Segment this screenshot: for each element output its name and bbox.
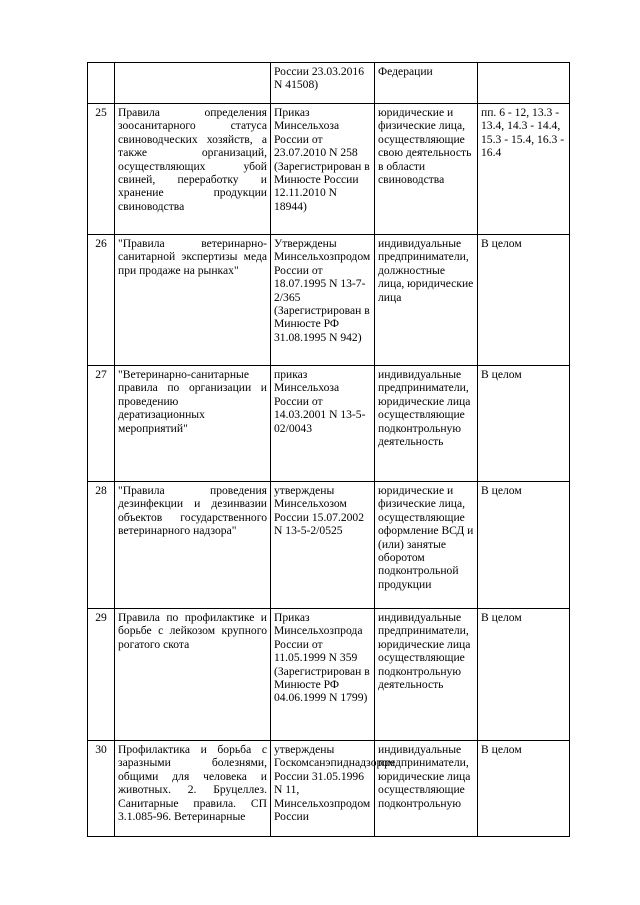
regulation-name: "Ветеринарно-санитарные правила по организации и проведению дератизационных мероприятий" <box>115 366 271 482</box>
subjects-cell: юридические и физические лица, осуществляющие свою деятельность в области свиноводства <box>375 104 478 235</box>
row-number: 26 <box>88 235 115 366</box>
regulation-name: Правила определения зоосанитарного статуса свиноводческих хозяйств, а также организаций, осуществляющих убой свиней, переработку и хранение продукции свиноводства <box>115 104 271 235</box>
regulations-table <box>87 62 570 837</box>
approving-document: приказ Минсельхоза России от 14.03.2001 N 13-5-02/0043 <box>271 366 375 482</box>
applicable-items: В целом <box>478 235 570 366</box>
approving-document: Утверждены Минсельхозпродом России от 18.07.1995 N 13-7-2/365 (Зарегистрирован в Минюсте РФ 31.08.1995 N 942) <box>271 235 375 366</box>
row-number: 30 <box>88 741 115 837</box>
subjects-cell: индивидуальные предприниматели, юридические лица осуществляющие подконтрольную <box>375 741 478 837</box>
table-row <box>88 366 570 482</box>
row-number <box>88 63 115 104</box>
regulation-name: Правила по профилактике и борьбе с лейкозом крупного рогатого скота <box>115 609 271 741</box>
subjects-cell: юридические и физические лица, осуществляющие оформление ВСД и (или) занятые оборотом подконтрольной продукции <box>375 482 478 609</box>
applicable-items: В целом <box>478 741 570 837</box>
subjects-cell: Федерации <box>375 63 478 104</box>
regulation-name <box>115 63 271 104</box>
row-number: 27 <box>88 366 115 482</box>
regulation-name: "Правила проведения дезинфекции и дезинвазии объектов государственного ветеринарного надзора" <box>115 482 271 609</box>
approving-document: Приказ Минсельхоза России от 23.07.2010 N 258 (Зарегистрирован в Минюсте России 12.11.2010 N 18944) <box>271 104 375 235</box>
applicable-items: В целом <box>478 366 570 482</box>
approving-document: России 23.03.2016 N 41508) <box>271 63 375 104</box>
regulation-name: Профилактика и борьба с заразными болезнями, общими для человека и животных. 2. Бруцеллез. Санитарные правила. СП 3.1.085-96. Ветеринарные <box>115 741 271 837</box>
row-number: 25 <box>88 104 115 235</box>
approving-document: утверждены Минсельхозом России 15.07.2002 N 13-5-2/0525 <box>271 482 375 609</box>
table-row <box>88 741 570 837</box>
table-row <box>88 235 570 366</box>
applicable-items <box>478 63 570 104</box>
regulation-name: "Правила ветеринарно-санитарной экспертизы меда при продаже на рынках" <box>115 235 271 366</box>
row-number: 29 <box>88 609 115 741</box>
subjects-cell: индивидуальные предприниматели, юридические лица осуществляющие подконтрольную деятельность <box>375 609 478 741</box>
approving-document: Приказ Минсельхозпрода России от 11.05.1999 N 359 (Зарегистрирован в Минюсте РФ 04.06.1999 N 1799) <box>271 609 375 741</box>
subjects-cell: индивидуальные предприниматели, должностные лица, юридические лица <box>375 235 478 366</box>
approving-document: утверждены Госкомсанэпиднадзором России 31.05.1996 N 11, Минсельхозпродом России <box>271 741 375 837</box>
applicable-items: В целом <box>478 609 570 741</box>
table-row <box>88 609 570 741</box>
applicable-items: В целом <box>478 482 570 609</box>
table-row <box>88 482 570 609</box>
row-number: 28 <box>88 482 115 609</box>
table-row <box>88 104 570 235</box>
table-row <box>88 63 570 104</box>
subjects-cell: индивидуальные предприниматели, юридические лица осуществляющие подконтрольную деятельность <box>375 366 478 482</box>
applicable-items: пп. 6 - 12, 13.3 - 13.4, 14.3 - 14.4, 15.3 - 15.4, 16.3 - 16.4 <box>478 104 570 235</box>
